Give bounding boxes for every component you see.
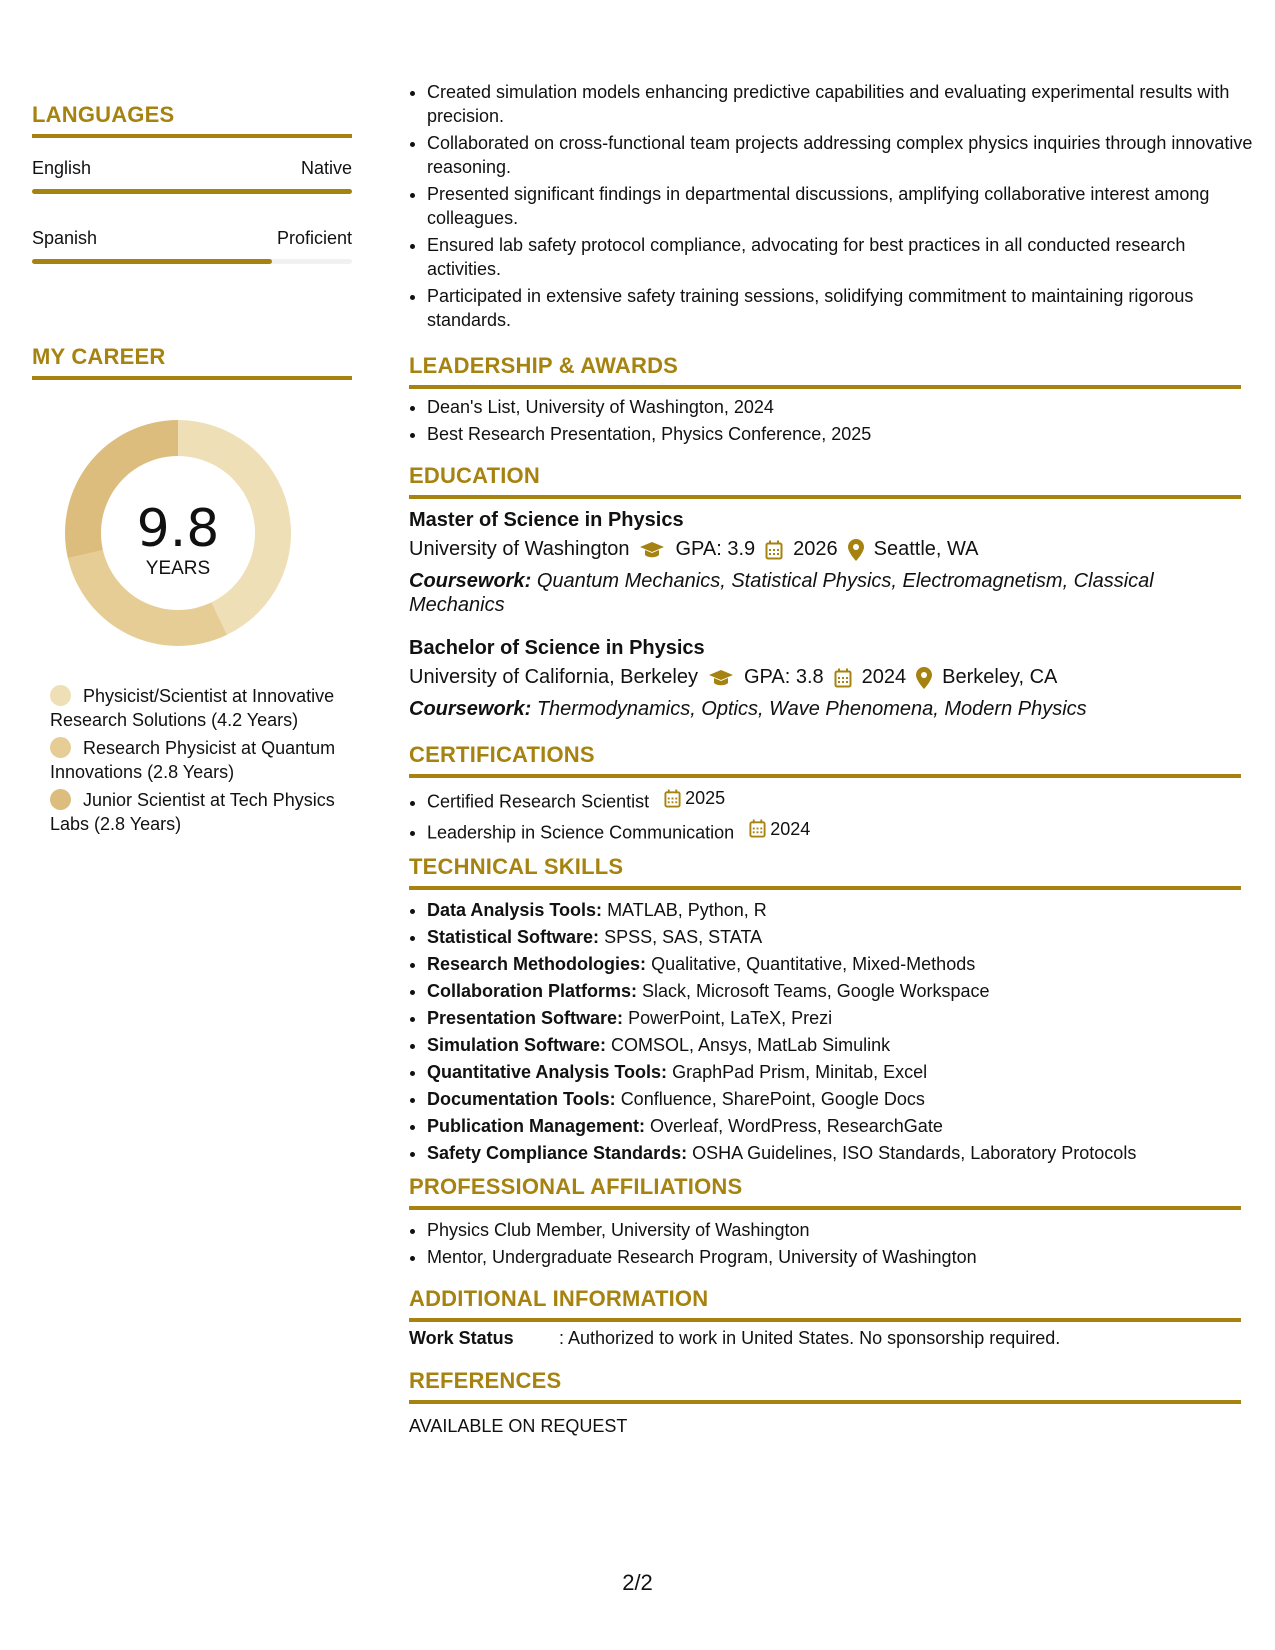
certifications-title: CERTIFICATIONS: [409, 742, 595, 767]
education-school: University of Washington: [409, 538, 630, 560]
leadership-title: LEADERSHIP & AWARDS: [409, 353, 679, 378]
language-bar: [32, 259, 352, 264]
affiliation-item: • Physics Club Member, University of Washington: [427, 1218, 1241, 1242]
legend-dot: [50, 789, 71, 810]
legend-dot: [50, 685, 71, 706]
legend-item: [50, 788, 340, 836]
education-degree: Bachelor of Science in Physics: [409, 637, 705, 659]
calendar-icon: [749, 819, 766, 838]
references-section: [409, 1368, 1241, 1437]
leadership-item: • Best Research Presentation, Physics Conference, 2025: [427, 422, 1241, 446]
language-item-spanish: [32, 228, 352, 264]
skills-section: [409, 854, 1241, 1165]
skill-value: Overleaf, WordPress, ResearchGate: [650, 1116, 943, 1136]
education-entry: [409, 509, 1241, 617]
skill-item: [427, 952, 1241, 976]
skills-title: TECHNICAL SKILLS: [409, 854, 624, 879]
education-year: 2024: [861, 666, 907, 688]
education-location: Berkeley, CA: [942, 666, 1058, 688]
work-status-row: [409, 1328, 1241, 1349]
references-title: REFERENCES: [409, 1368, 562, 1393]
skill-item: [427, 898, 1241, 922]
coursework-label: Coursework:: [409, 698, 532, 720]
leadership-item: • Dean's List, University of Washington, 2024: [427, 395, 1241, 419]
skill-label: Statistical Software:: [427, 927, 600, 947]
references-rule: [409, 1400, 1241, 1404]
calendar-icon: [834, 668, 852, 688]
skills-rule: [409, 886, 1241, 890]
education-school: University of California, Berkeley: [409, 666, 698, 688]
skill-item: [427, 1087, 1241, 1111]
education-coursework: [409, 569, 1241, 617]
legend-label: Research Physicist at Quantum Innovations (2.8 Years): [50, 738, 336, 782]
languages-rule: [32, 134, 352, 138]
location-pin-icon: [916, 667, 932, 689]
skill-label: Simulation Software:: [427, 1035, 607, 1055]
skill-item: [427, 1060, 1241, 1084]
experience-bullet: • Presented significant findings in departmental discussions, amplifying collaborative interest among colleagues.: [427, 182, 1259, 230]
skill-value: GraphPad Prism, Minitab, Excel: [672, 1062, 928, 1082]
skill-item: [427, 1033, 1241, 1057]
affiliations-title: PROFESSIONAL AFFILIATIONS: [409, 1174, 743, 1199]
skills-list: [409, 898, 1241, 1165]
skill-item: [427, 1006, 1241, 1030]
skill-label: Safety Compliance Standards:: [427, 1143, 688, 1163]
career-section: [32, 344, 352, 380]
education-coursework: [409, 697, 1241, 721]
graduation-cap-icon: [639, 541, 665, 559]
skill-label: Documentation Tools:: [427, 1089, 616, 1109]
coursework-value: Thermodynamics, Optics, Wave Phenomena, Modern Physics: [536, 698, 1087, 720]
experience-bullet: • Ensured lab safety protocol compliance, advocating for best practices in all conducted research activities.: [427, 233, 1259, 281]
legend-label: Physicist/Scientist at Innovative Research Solutions (4.2 Years): [50, 686, 335, 730]
coursework-label: Coursework:: [409, 570, 532, 592]
experience-bullets: [409, 80, 1259, 332]
skill-label: Data Analysis Tools:: [427, 900, 603, 920]
certifications-rule: [409, 774, 1241, 778]
languages-section: [32, 102, 352, 264]
additional-title: ADDITIONAL INFORMATION: [409, 1286, 709, 1311]
language-level: Proficient: [276, 228, 352, 248]
languages-title: LANGUAGES: [32, 102, 175, 127]
education-gpa: GPA: 3.8: [744, 666, 824, 688]
work-status-label: Work Status: [409, 1328, 514, 1348]
page-number: 2/2: [622, 1570, 653, 1595]
language-item-english: [32, 158, 352, 194]
career-rule: [32, 376, 352, 380]
education-degree: Master of Science in Physics: [409, 509, 684, 531]
legend-item: [50, 736, 340, 784]
language-level: Native: [300, 158, 352, 178]
language-name: Spanish: [32, 228, 98, 248]
skill-item: [427, 1141, 1241, 1165]
career-total-unit: YEARS: [145, 558, 211, 579]
language-name: English: [32, 158, 92, 178]
certification-year: 2025: [685, 788, 726, 808]
affiliation-item: • Mentor, Undergraduate Research Program, University of Washington: [427, 1245, 1241, 1269]
career-legend: [50, 684, 340, 836]
certification-item: [427, 817, 1241, 845]
certification-name: Certified Research Scientist: [427, 791, 650, 812]
work-status-value: : Authorized to work in United States. No sponsorship required.: [559, 1328, 1061, 1348]
experience-bullet: • Collaborated on cross-functional team projects addressing complex physics inquiries through innovative reasoning.: [427, 131, 1259, 179]
additional-rule: [409, 1318, 1241, 1322]
skill-label: Presentation Software:: [427, 1008, 624, 1028]
skill-label: Research Methodologies:: [427, 954, 647, 974]
skill-value: COMSOL, Ansys, MatLab Simulink: [611, 1035, 891, 1055]
skill-value: OSHA Guidelines, ISO Standards, Laboratory Protocols: [692, 1143, 1137, 1163]
references-value: AVAILABLE ON REQUEST: [409, 1416, 628, 1436]
education-title: EDUCATION: [409, 463, 540, 488]
location-pin-icon: [848, 539, 864, 561]
certification-year: 2024: [770, 818, 811, 839]
skill-item: [427, 979, 1241, 1003]
legend-item: [50, 684, 340, 732]
experience-bullet: • Created simulation models enhancing predictive capabilities and evaluating experimental results with precision.: [427, 80, 1259, 128]
education-rule: [409, 495, 1241, 499]
experience-bullet: • Participated in extensive safety training sessions, solidifying commitment to maintaining rigorous standards.: [427, 284, 1259, 332]
certification-name: Leadership in Science Communication: [427, 822, 735, 842]
language-bar-fill: [32, 189, 352, 194]
legend-dot: [50, 737, 71, 758]
affiliations-section: [409, 1174, 1241, 1269]
education-year: 2026: [793, 538, 838, 560]
calendar-icon: [765, 540, 783, 560]
skill-label: Publication Management:: [427, 1116, 646, 1136]
skill-item: [427, 1114, 1241, 1138]
skill-value: MATLAB, Python, R: [607, 900, 767, 920]
education-gpa: GPA: 3.9: [675, 538, 756, 560]
skill-label: Collaboration Platforms:: [427, 981, 638, 1001]
skill-value: Confluence, SharePoint, Google Docs: [620, 1089, 925, 1109]
language-bar-fill: [32, 259, 272, 264]
additional-section: [409, 1286, 1241, 1349]
career-title: MY CAREER: [32, 344, 166, 369]
leadership-rule: [409, 385, 1241, 389]
education-location: Seattle, WA: [873, 538, 979, 560]
coursework-value: Quantum Mechanics, Statistical Physics, Electromagnetism, Classical Mechanics: [409, 570, 1154, 616]
skill-item: [427, 925, 1241, 949]
skill-value: Slack, Microsoft Teams, Google Workspace: [642, 981, 990, 1001]
graduation-cap-icon: [708, 669, 734, 687]
calendar-icon: [664, 789, 681, 808]
skill-value: SPSS, SAS, STATA: [604, 927, 763, 947]
language-bar: [32, 189, 352, 194]
skill-label: Quantitative Analysis Tools:: [427, 1062, 668, 1082]
legend-label: Junior Scientist at Tech Physics Labs (2.8 Years): [50, 790, 335, 834]
skill-value: Qualitative, Quantitative, Mixed-Methods: [651, 954, 976, 974]
career-total-value: 9.8: [136, 499, 220, 559]
affiliations-rule: [409, 1206, 1241, 1210]
education-entry: [409, 637, 1241, 721]
skill-value: PowerPoint, LaTeX, Prezi: [628, 1008, 833, 1028]
certification-item: [427, 786, 1241, 814]
career-donut-chart: [65, 420, 291, 646]
certifications-section: [409, 742, 1241, 844]
leadership-section: [409, 353, 1241, 446]
education-section: [409, 463, 1241, 721]
